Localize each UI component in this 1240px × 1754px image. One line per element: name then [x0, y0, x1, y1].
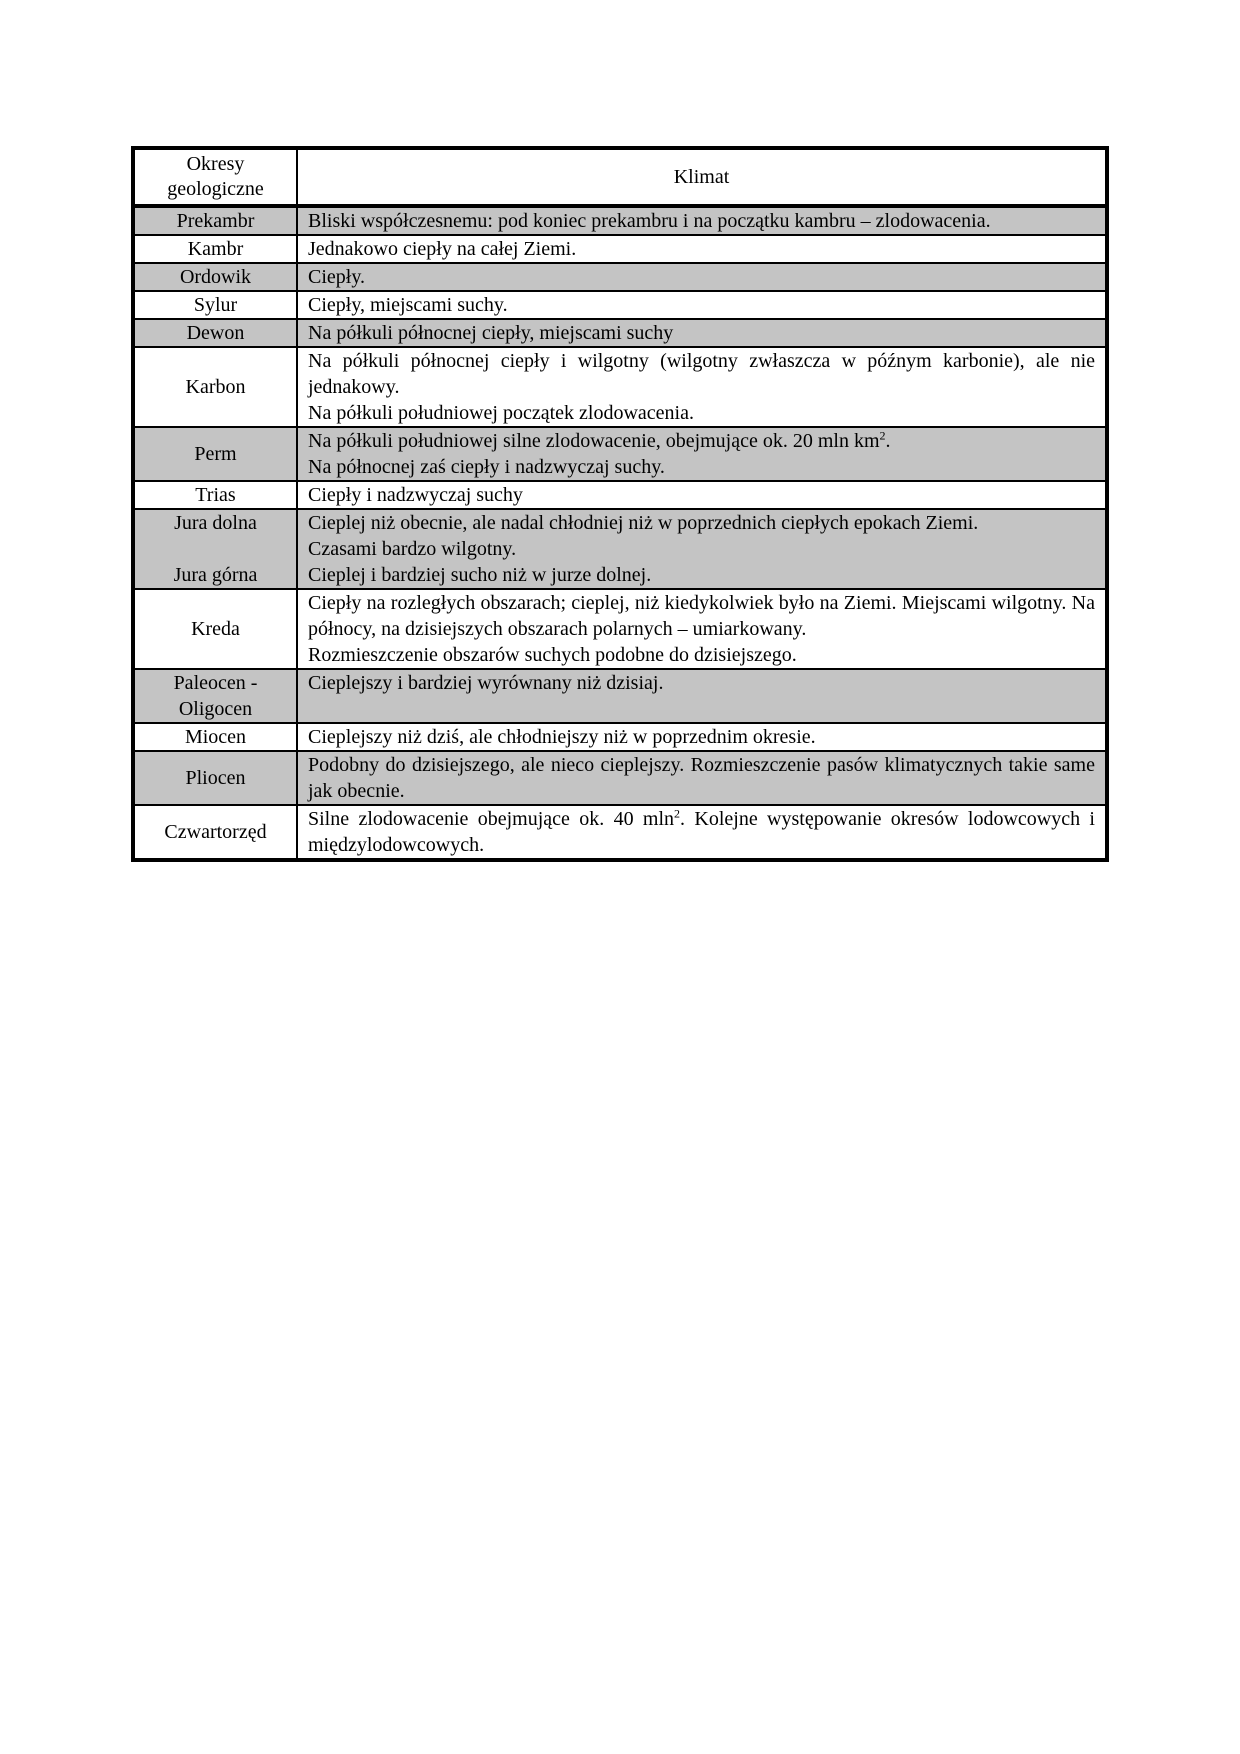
superscript: 2 [674, 806, 681, 821]
period-cell: Kambr [133, 235, 297, 263]
table-row [133, 509, 1107, 589]
table-row [133, 751, 1107, 805]
climate-line: Na półkuli północnej ciepły i wilgotny (wilgotny zwłaszcza w późnym karbonie), ale nie jednakowy. [308, 350, 1095, 398]
period-cell: Perm [133, 427, 297, 481]
period-line: Jura dolna [174, 512, 257, 534]
climate-text: . [885, 430, 891, 452]
period-cell: Trias [133, 481, 297, 509]
period-cell [133, 509, 297, 589]
climate-line: Czasami bardzo wilgotny. [308, 538, 517, 560]
climate-line: Cieplej niż obecnie, ale nadal chłodniej niż w poprzednich ciepłych epokach Ziemi. [308, 512, 979, 534]
period-cell: Miocen [133, 723, 297, 751]
climate-text: Silne zlodowacenie obejmujące ok. 40 mln [308, 808, 675, 830]
table-row [133, 263, 1107, 291]
geological-periods-table [131, 146, 1109, 862]
climate-text: Na półkuli południowej silne zlodowacenie, obejmujące ok. 20 mln km [308, 430, 880, 452]
climate-line: Cieplej i bardziej sucho niż w jurze dolnej. [308, 564, 652, 586]
climate-cell [297, 589, 1107, 669]
climate-cell: Podobny do dzisiejszego, ale nieco cieplejszy. Rozmieszczenie pasów klimatycznych takie same jak obecnie. [297, 751, 1107, 805]
table-row [133, 206, 1107, 235]
table-row [133, 235, 1107, 263]
table-row [133, 319, 1107, 347]
period-cell: Prekambr [133, 206, 297, 235]
period-line: Jura górna [173, 564, 258, 586]
climate-cell: Cieplejszy i bardziej wyrównany niż dzisiaj. [297, 669, 1107, 723]
period-cell: Czwartorzęd [133, 805, 297, 860]
table-row [133, 805, 1107, 860]
period-cell: Paleocen - Oligocen [133, 669, 297, 723]
climate-line: Na północnej zaś ciepły i nadzwyczaj suchy. [308, 456, 665, 478]
climate-cell [297, 427, 1107, 481]
table-row [133, 589, 1107, 669]
climate-line: Rozmieszczenie obszarów suchych podobne do dzisiejszego. [308, 644, 797, 666]
header-periods: Okresy geologiczne [133, 148, 297, 206]
climate-line [308, 428, 1095, 454]
climate-cell: Ciepły, miejscami suchy. [297, 291, 1107, 319]
table-row [133, 723, 1107, 751]
table-row [133, 291, 1107, 319]
climate-cell [297, 805, 1107, 860]
superscript: 2 [879, 428, 886, 443]
period-cell: Karbon [133, 347, 297, 427]
period-cell: Pliocen [133, 751, 297, 805]
table-row [133, 427, 1107, 481]
climate-cell: Ciepły i nadzwyczaj suchy [297, 481, 1107, 509]
climate-text: . Kolejne występowanie okresów lodowcowych i międzylodowcowych. [308, 808, 1095, 856]
climate-cell: Ciepły. [297, 263, 1107, 291]
table-row [133, 347, 1107, 427]
climate-cell: Na półkuli północnej ciepły, miejscami suchy [297, 319, 1107, 347]
climate-cell: Cieplejszy niż dziś, ale chłodniejszy niż w poprzednim okresie. [297, 723, 1107, 751]
header-climate: Klimat [297, 148, 1107, 206]
climate-line: Ciepły na rozległych obszarach; cieplej, niż kiedykolwiek było na Ziemi. Miejscami wilgotny. Na północy, na dzisiejszych obszarach polarnych – umiarkowany. [308, 592, 1095, 640]
period-cell: Ordowik [133, 263, 297, 291]
table-row [133, 669, 1107, 723]
period-cell: Dewon [133, 319, 297, 347]
table-row [133, 481, 1107, 509]
climate-line: Na półkuli południowej początek zlodowacenia. [308, 402, 694, 424]
climate-cell: Bliski współczesnemu: pod koniec prekambru i na początku kambru – zlodowacenia. [297, 206, 1107, 235]
period-cell: Sylur [133, 291, 297, 319]
period-cell: Kreda [133, 589, 297, 669]
table-header-row [133, 148, 1107, 206]
climate-cell: Jednakowo ciepły na całej Ziemi. [297, 235, 1107, 263]
climate-cell [297, 509, 1107, 589]
climate-cell [297, 347, 1107, 427]
